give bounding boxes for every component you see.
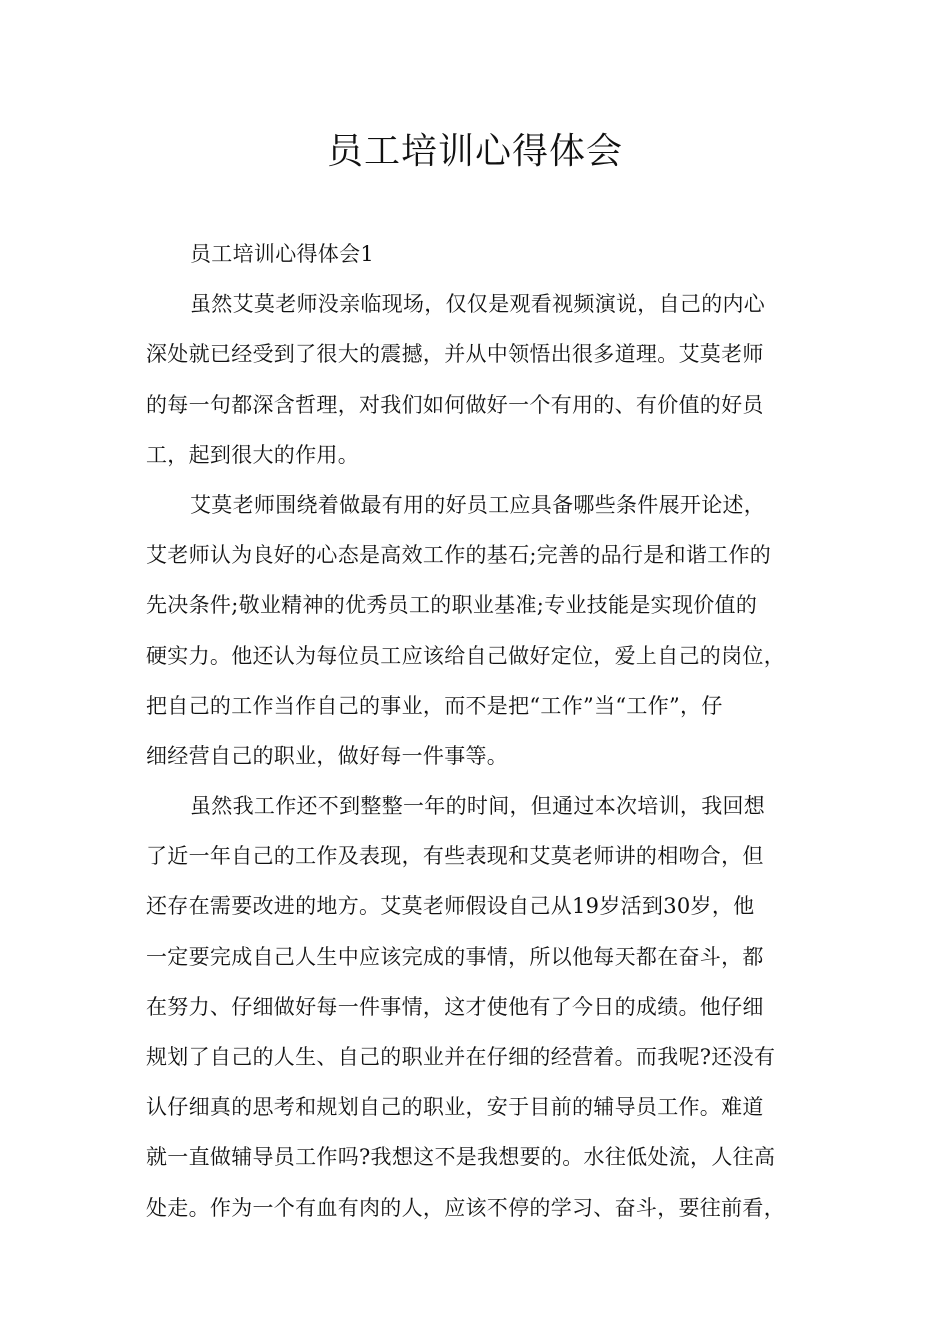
paragraph-line: 硬实力。他还认为每位员工应该给自己做好定位，爱上自己的岗位， — [146, 643, 785, 668]
paragraph-line: 艾莫老师围绕着做最有用的好员工应具备哪些条件展开论述， — [190, 492, 766, 517]
paragraph-line: 规划了自己的人生、自己的职业并在仔细的经营着。而我呢?还没有 — [146, 1045, 776, 1069]
paragraph-line: 工，起到很大的作用。 — [146, 442, 359, 467]
paragraph-line: 认仔细真的思考和规划自己的职业，安于目前的辅导员工作。难道 — [146, 1095, 764, 1120]
paragraph-line: 的每一句都深含哲理，对我们如何做好一个有用的、有价值的好员 — [146, 392, 764, 417]
paragraph-line: 就一直做辅导员工作吗?我想这不是我想要的。水往低处流，人往高 — [146, 1145, 776, 1170]
paragraph-line: 了近一年自己的工作及表现，有些表现和艾莫老师讲的相吻合，但 — [146, 844, 764, 869]
section-heading: 员工培训心得体会1 — [190, 242, 375, 266]
paragraph-line: 一定要完成自己人生中应该完成的事情，所以他每天都在奋斗，都 — [146, 944, 764, 969]
paragraph-line: 在努力、仔细做好每一件事情，这才使他有了今日的成绩。他仔细 — [146, 994, 764, 1019]
document-title: 员工培训心得体会 — [326, 131, 623, 172]
paragraph-line: 细经营自己的职业，做好每一件事等。 — [146, 743, 509, 768]
paragraph-line: 先决条件;敬业精神的优秀员工的职业基准;专业技能是实现价值的 — [146, 593, 758, 618]
paragraph-line: 还存在需要改进的地方。艾莫老师假设自己从19岁活到30岁，他 — [146, 894, 755, 919]
paragraph-line: 艾老师认为良好的心态是高效工作的基石;完善的品行是和谐工作的 — [146, 543, 772, 568]
paragraph-line: 把自己的工作当作自己的事业，而不是把“工作”当“工作”，仔 — [146, 693, 723, 718]
paragraph-line: 虽然艾莫老师没亲临现场，仅仅是观看视频演说，自己的内心 — [190, 292, 766, 317]
paragraph-line: 虽然我工作还不到整整一年的时间，但通过本次培训，我回想 — [190, 794, 766, 819]
paragraph-line: 处走。作为一个有血有肉的人，应该不停的学习、奋斗，要往前看， — [146, 1195, 785, 1220]
paragraph-line: 深处就已经受到了很大的震撼，并从中领悟出很多道理。艾莫老师 — [146, 342, 764, 367]
document-body — [146, 229, 826, 1233]
